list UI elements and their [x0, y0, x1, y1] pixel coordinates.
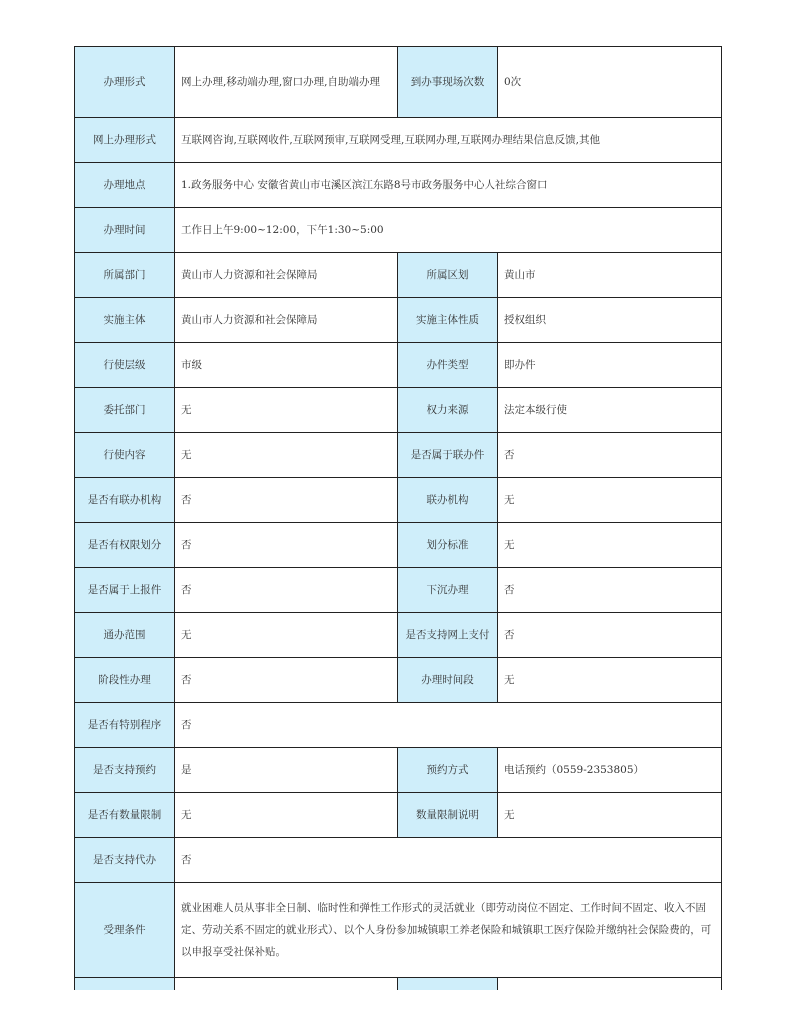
table-row [75, 703, 722, 748]
row-label: 网上办理形式 [75, 118, 175, 163]
row-value-2: 无 [498, 523, 722, 568]
row-label-2 [398, 978, 498, 990]
row-value-2: 黄山市 [498, 253, 722, 298]
row-value: 否 [175, 523, 398, 568]
row-value: 工作日上午9:00~12:00，下午1:30~5:00 [175, 208, 722, 253]
row-value-2: 法定本级行使 [498, 388, 722, 433]
row-label: 是否支持预约 [75, 748, 175, 793]
row-label: 受理条件 [75, 883, 175, 978]
row-label-2: 是否支持网上支付 [398, 613, 498, 658]
row-value: 否 [175, 568, 398, 613]
row-value: 否 [175, 478, 398, 523]
row-value: 否 [175, 658, 398, 703]
row-value: 网上办理,移动端办理,窗口办理,自助端办理 [175, 47, 398, 118]
row-label-2: 是否属于联办件 [398, 433, 498, 478]
row-label-2: 划分标准 [398, 523, 498, 568]
table-row [75, 838, 722, 883]
row-label: 是否支持代办 [75, 838, 175, 883]
row-label: 是否有特别程序 [75, 703, 175, 748]
row-label: 是否有联办机构 [75, 478, 175, 523]
service-info-table [74, 46, 722, 990]
table-row [75, 433, 722, 478]
table-row [75, 163, 722, 208]
row-value: 无 [175, 613, 398, 658]
table-row [75, 748, 722, 793]
row-value-2: 否 [498, 613, 722, 658]
table-row [75, 613, 722, 658]
row-value-2: 无 [498, 793, 722, 838]
row-label-2: 办件类型 [398, 343, 498, 388]
table-row [75, 388, 722, 433]
row-label-2: 所属区划 [398, 253, 498, 298]
row-label: 是否有数量限制 [75, 793, 175, 838]
table-row [75, 118, 722, 163]
table-row [75, 793, 722, 838]
row-value-2 [498, 978, 722, 990]
row-label: 所属部门 [75, 253, 175, 298]
row-label-2: 数量限制说明 [398, 793, 498, 838]
table-row [75, 298, 722, 343]
table-row [75, 208, 722, 253]
row-label: 是否有权限划分 [75, 523, 175, 568]
row-value-2: 授权组织 [498, 298, 722, 343]
row-label: 阶段性办理 [75, 658, 175, 703]
table-row [75, 47, 722, 118]
row-label: 实施主体 [75, 298, 175, 343]
table-row [75, 478, 722, 523]
row-label-2: 下沉办理 [398, 568, 498, 613]
table-row [75, 343, 722, 388]
row-value: 市级 [175, 343, 398, 388]
row-value-2: 0次 [498, 47, 722, 118]
row-value [175, 978, 398, 990]
row-value: 否 [175, 703, 722, 748]
row-label-2: 联办机构 [398, 478, 498, 523]
row-label: 办理形式 [75, 47, 175, 118]
table-row [75, 658, 722, 703]
row-value: 无 [175, 433, 398, 478]
row-value-2: 无 [498, 658, 722, 703]
row-value: 互联网咨询,互联网收件,互联网预审,互联网受理,互联网办理,互联网办理结果信息反馈,其他 [175, 118, 722, 163]
row-label-2: 权力来源 [398, 388, 498, 433]
table-row-partial [75, 978, 722, 990]
table-row [75, 253, 722, 298]
table-row [75, 883, 722, 978]
row-value: 黄山市人力资源和社会保障局 [175, 298, 398, 343]
row-label-2: 到办事现场次数 [398, 47, 498, 118]
row-label: 是否属于上报件 [75, 568, 175, 613]
row-value: 无 [175, 388, 398, 433]
row-value: 黄山市人力资源和社会保障局 [175, 253, 398, 298]
row-value: 无 [175, 793, 398, 838]
row-value: 就业困难人员从事非全日制、临时性和弹性工作形式的灵活就业（即劳动岗位不固定、工作时间不固定、收入不固定、劳动关系不固定的就业形式）、以个人身份参加城镇职工养老保险和城镇职工医疗保险并缴纳社会保险费的，可以申报享受社保补贴。 [175, 883, 722, 978]
table-row [75, 523, 722, 568]
row-label: 办理时间 [75, 208, 175, 253]
row-label-2: 办理时间段 [398, 658, 498, 703]
table-row [75, 568, 722, 613]
row-value-2: 否 [498, 433, 722, 478]
row-label: 行使层级 [75, 343, 175, 388]
row-label: 通办范围 [75, 613, 175, 658]
row-value-2: 电话预约（0559-2353805） [498, 748, 722, 793]
row-label: 办理地点 [75, 163, 175, 208]
row-label-2: 实施主体性质 [398, 298, 498, 343]
row-label: 行使内容 [75, 433, 175, 478]
row-value: 是 [175, 748, 398, 793]
row-label: 委托部门 [75, 388, 175, 433]
row-value-2: 否 [498, 568, 722, 613]
row-value-2: 无 [498, 478, 722, 523]
row-label [75, 978, 175, 990]
row-label-2: 预约方式 [398, 748, 498, 793]
row-value: 否 [175, 838, 722, 883]
row-value-2: 即办件 [498, 343, 722, 388]
row-value: 1.政务服务中心 安徽省黄山市屯溪区滨江东路8号市政务服务中心人社综合窗口 [175, 163, 722, 208]
